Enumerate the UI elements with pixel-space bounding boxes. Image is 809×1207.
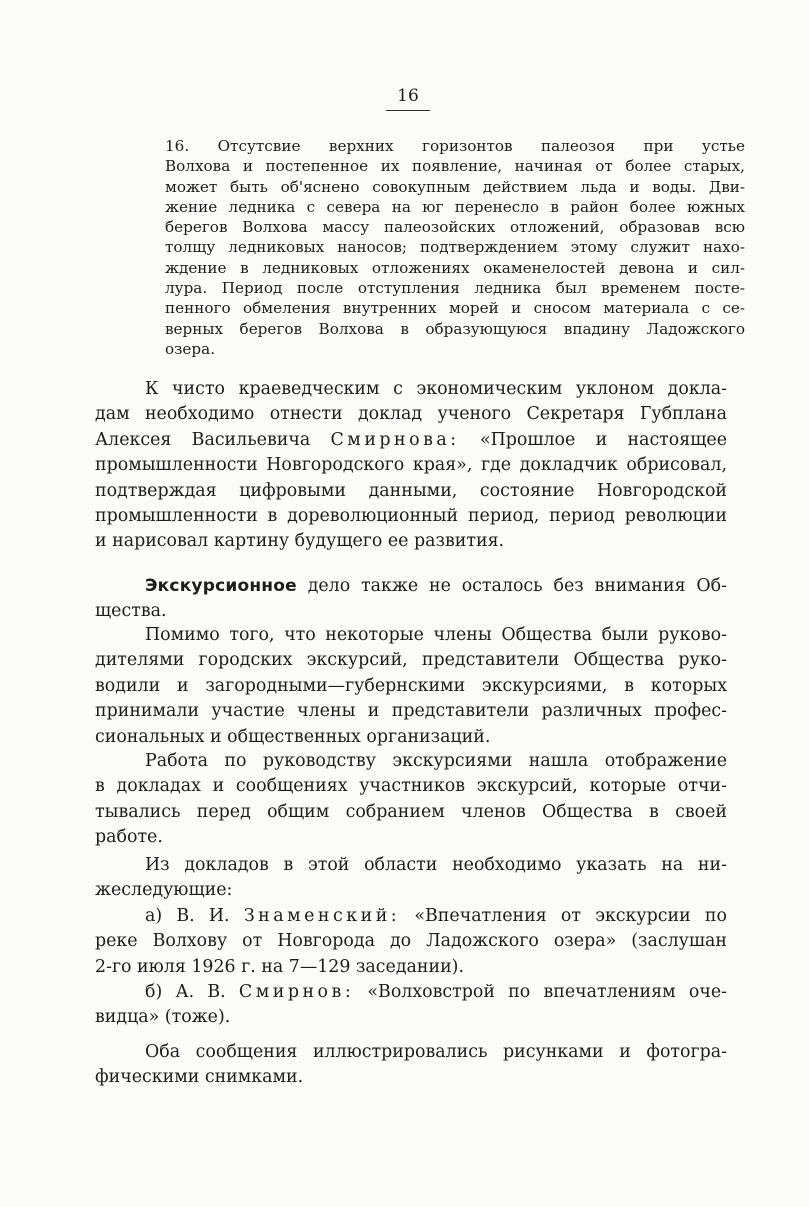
text-line: тывались перед общим собранием членов Общества в своей (95, 801, 727, 822)
text-fragment: «Впечатления от экскурсии по (414, 906, 727, 926)
footnote-line: озера. (165, 339, 216, 358)
footnote-line: может быть об'яснено совокупным действием льда и воды. Дви- (165, 177, 745, 196)
footnote-line: верных берегов Волхова в образующуюся впадину Ладожского (165, 319, 745, 338)
paragraph-economic-reports (95, 377, 727, 555)
text-line: и нарисовал картину будущего ее развития. (95, 531, 505, 552)
text-line: Помимо того, что некоторые члены Общества были руково- (145, 625, 727, 645)
text-fragment: Алексея Васильевича (95, 429, 311, 450)
text-line: Из докладов в этой области необходимо указать на ни- (145, 855, 727, 875)
footnote-line: лура. Период после отступления ледника был временем посте- (165, 279, 745, 298)
list-item-a (95, 904, 727, 980)
paragraph-excursion-reports (95, 749, 727, 851)
paragraph-excursions-heading (95, 574, 727, 625)
footnote-line: Волхова и постепенное их появление, начиная от более старых, (165, 157, 745, 176)
text-line: водили и загородными—губернскими экскурсиями, в которых (95, 675, 727, 696)
text-line: сиональных и общественных организаций. (95, 726, 491, 747)
text-line: в докладах и сообщениях участников экскурсий, которые отчи- (95, 776, 727, 797)
text-fragment: «Волховстрой по впечатлениям оче- (367, 982, 727, 1002)
text-line: промышленности Новгородского края», где докладчик обрисовал, (95, 455, 727, 476)
text-line: жеследующие: (95, 880, 233, 901)
author-name: Смирнова: (330, 429, 460, 450)
text-line: щества. (95, 601, 167, 622)
text-line: дам необходимо отнести доклад ученого Секретаря Губплана (95, 404, 727, 425)
text-line: Работа по руководству экскурсиями нашла отображение (145, 751, 727, 771)
text-line: реке Волхову от Новгорода до Ладожского озера» (заслушан (95, 931, 727, 952)
text-line: подтверждая цифровыми данными, состояние Новгородской (95, 480, 727, 501)
text-line (95, 904, 727, 929)
text-line (95, 980, 727, 1005)
paragraph-reports-intro (95, 853, 727, 904)
text-line (95, 428, 727, 453)
text-line: принимали участие члены и представители различных профес- (95, 701, 727, 722)
footnote-line: пенного обмеления внутренних морей и сносом материала с се- (165, 299, 745, 318)
section-heading-word: Экскурсионное (145, 576, 297, 596)
paragraph-excursion-leaders (95, 623, 727, 750)
text-fragment: б) А. В. (145, 982, 226, 1002)
text-line: промышленности в дореволюционный период, период революции (95, 506, 727, 527)
text-line: Оба сообщения иллюстрировались рисунками и фотогра- (145, 1042, 727, 1062)
text-line (95, 574, 727, 599)
paragraph-illustrations (95, 1040, 727, 1091)
list-item-b (95, 980, 727, 1031)
text-line: К чисто краеведческим с экономическим уклоном докла- (145, 379, 727, 399)
footnote-line: 16. Отсутсвие верхних горизонтов палеозоя при устье (165, 137, 745, 155)
author-name: Смирнов: (238, 982, 355, 1002)
text-fragment: а) В. И. (145, 906, 230, 926)
text-fragment: «Прошлое и настоящее (479, 429, 728, 450)
footnote-line: ждение в ледниковых отложениях окаменелостей девона и сил- (165, 258, 745, 277)
text-line: видца» (тоже). (95, 1007, 231, 1028)
text-line: фическими снимками. (95, 1067, 304, 1088)
text-line: дителями городских экскурсий, представители Общества руко- (95, 650, 727, 671)
footnote-line: жение ледника с севера на юг перенесло в район более южных (165, 197, 745, 216)
footnote-line: берегов Волхова массу палеозойских отложений, образовав всю (165, 218, 745, 237)
footnote-line: толщу ледниковых наносов; подтверждением этому служит нахо- (165, 238, 745, 257)
author-name: Знаменский: (243, 906, 401, 926)
page-number: 16 (386, 86, 430, 111)
text-line: работе. (95, 827, 163, 848)
text-fragment: дело также не осталось без внимания Об- (307, 576, 727, 596)
footnote-16 (165, 136, 745, 359)
text-line: 2-го июля 1926 г. на 7—129 заседании). (95, 956, 464, 977)
